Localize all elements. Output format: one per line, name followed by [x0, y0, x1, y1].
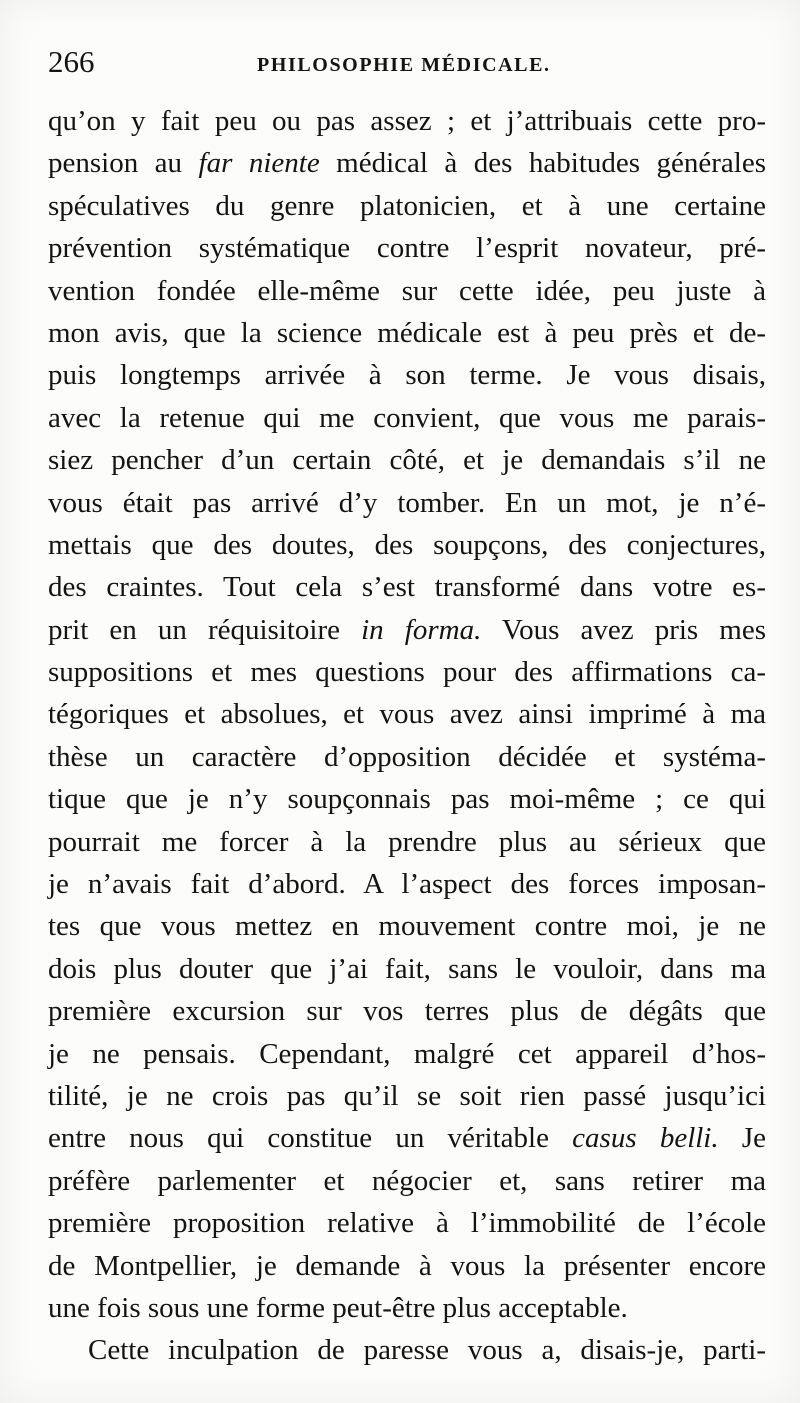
text-line: Cette inculpation de paresse vous a, disais-je, parti-: [88, 1334, 766, 1367]
text-line: des craintes. Tout cela s’est transformé dans votre es-: [48, 571, 766, 604]
text-line: mon avis, que la science médicale est à peu près et de-: [48, 316, 766, 349]
text-line: thèse un caractère d’opposition décidée et systéma-: [48, 740, 766, 773]
text-line: avec la retenue qui me convient, que vous me parais-: [48, 401, 766, 434]
text-line: siez pencher d’un certain côté, et je demandais s’il ne: [48, 444, 766, 477]
text-line: entre nous qui constitue un véritable casus belli. Je: [48, 1122, 766, 1155]
text-line: une fois sous une forme peut-être plus acceptable.: [48, 1291, 628, 1324]
page-number: 266: [48, 44, 95, 79]
text-line: spéculatives du genre platonicien, et à une certaine: [48, 189, 766, 222]
text-line: prévention systématique contre l’esprit novateur, pré-: [48, 232, 766, 265]
text-line: je ne pensais. Cependant, malgré cet appareil d’hos-: [48, 1037, 766, 1070]
text-line: tilité, je ne crois pas qu’il se soit rien passé jusqu’ici: [48, 1079, 766, 1112]
text-line: je n’avais fait d’abord. A l’aspect des forces imposan-: [48, 868, 766, 901]
italic-phrase: far niente: [198, 147, 320, 180]
text-line: puis longtemps arrivée à son terme. Je vous disais,: [48, 359, 766, 392]
text-line: mettais que des doutes, des soupçons, des conjectures,: [48, 528, 766, 561]
italic-phrase: in forma.: [361, 613, 482, 646]
text-line: prit en un réquisitoire in forma. Vous avez pris mes: [48, 613, 767, 646]
running-head: PHILOSOPHIE MÉDICALE.: [257, 54, 551, 76]
text-line: qu’on y fait peu ou pas assez ; et j’attribuais cette pro-: [48, 105, 766, 137]
body-text: [48, 100, 766, 1372]
text-line: pension au far niente médical à des habitudes générales: [48, 147, 766, 180]
text-line: première excursion sur vos terres plus de dégâts que: [48, 995, 766, 1028]
text-line: tégoriques et absolues, et vous avez ainsi imprimé à ma: [48, 698, 766, 731]
text-line: tes que vous mettez en mouvement contre moi, je ne: [48, 910, 766, 943]
text-line: tique que je n’y soupçonnais pas moi-même ; ce qui: [48, 783, 766, 816]
text-line: suppositions et mes questions pour des affirmations ca-: [48, 656, 766, 689]
text-line: pourrait me forcer à la prendre plus au sérieux que: [48, 825, 766, 858]
italic-phrase: casus belli.: [572, 1122, 719, 1155]
text-line: vous était pas arrivé d’y tomber. En un mot, je n’é-: [48, 486, 766, 519]
text-line: de Montpellier, je demande à vous la présenter encore: [48, 1249, 766, 1282]
text-line: dois plus douter que j’ai fait, sans le vouloir, dans ma: [48, 952, 766, 985]
text-line: première proposition relative à l’immobilité de l’école: [48, 1207, 766, 1240]
text-line: vention fondée elle-même sur cette idée, peu juste à: [48, 274, 766, 307]
text-line: préfère parlementer et négocier et, sans retirer ma: [48, 1164, 766, 1197]
